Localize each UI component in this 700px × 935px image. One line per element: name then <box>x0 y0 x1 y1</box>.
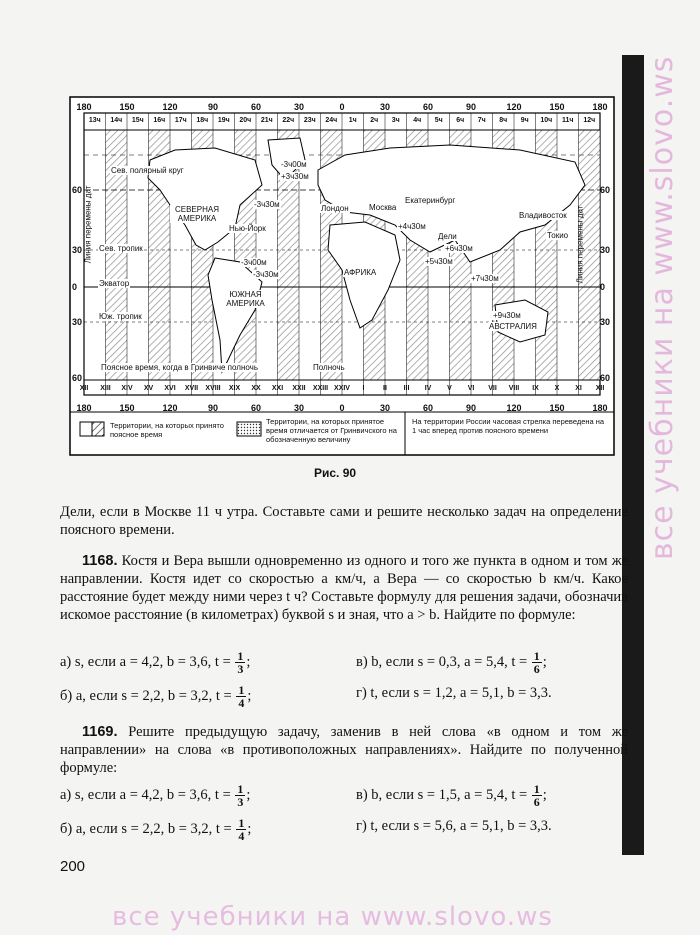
label-moscow: Москва <box>369 203 397 212</box>
legend-item-russia: На территории России часовая стрелка переведена на 1 час вперед против поясного времени <box>412 417 605 435</box>
longitude-top-label: 120 <box>162 102 178 112</box>
longitude-bottom-label: 150 <box>119 403 135 413</box>
fraction <box>235 650 245 675</box>
label-africa: АФРИКА <box>344 268 377 277</box>
hour-label: 2ч <box>370 117 379 124</box>
zone-number: XVIII <box>205 385 221 392</box>
zone-number: XI <box>575 385 582 392</box>
lat-right-0: 0 <box>600 282 606 292</box>
label-offset-7: +5ч30м <box>425 257 453 266</box>
label-offset-9: +7ч30м <box>471 274 499 283</box>
zone-number: X <box>554 385 560 392</box>
label-offset-4: -3ч00м <box>241 258 267 267</box>
problem-1168-a: а) s, если a = 4,2, b = 3,6, t = $\frac{1}{3}$ ; <box>60 649 251 676</box>
hour-label: 7ч <box>477 117 486 124</box>
lat-left-30s: 30 <box>72 317 83 327</box>
zone-number: XVII <box>184 385 199 392</box>
fraction-numerator: 1 <box>533 782 540 796</box>
hour-label: 1ч <box>348 117 357 124</box>
zone-number: XXII <box>292 385 306 392</box>
longitude-top-label: 180 <box>592 102 608 112</box>
zone-number: II <box>383 385 387 392</box>
zone-number: XII <box>79 385 89 392</box>
longitude-top-label: 150 <box>119 102 135 112</box>
problem-1169-g: г) t, если s = 5,6, a = 5,1, b = 3,3. <box>356 818 552 834</box>
lat-right-60s: 60 <box>600 373 611 383</box>
longitude-top-label: 30 <box>379 102 391 112</box>
problem-1168-v-text: в) b, если s = 0,3, a = 5,4, t = <box>356 653 528 670</box>
zone-number: XII <box>595 385 605 392</box>
label-offset-5: -3ч30м <box>253 270 279 279</box>
hour-label: 24ч <box>325 117 338 124</box>
label-date-line-left: Линия перемены дат <box>83 185 93 264</box>
fraction <box>235 783 245 808</box>
fraction-numerator: 1 <box>238 816 245 830</box>
zone-number: XX <box>251 385 261 392</box>
hour-label: 22ч <box>282 117 295 124</box>
label-date-line-right: Линия перемены дат <box>575 205 585 284</box>
longitude-bottom-label: 30 <box>379 403 391 413</box>
label-midnight: Полночь <box>313 363 345 372</box>
legend-item-zone-time: Территории, на которых принято поясное время <box>110 421 224 439</box>
label-australia: АВСТРАЛИЯ <box>489 322 537 331</box>
longitude-bottom-label: 60 <box>250 403 262 413</box>
problem-1169-v-text: в) b, если s = 1,5, a = 5,4, t = <box>356 786 528 803</box>
zone-number: III <box>403 385 410 392</box>
hour-label: 4ч <box>413 117 422 124</box>
longitude-top-label: 90 <box>465 102 477 112</box>
problem-1169-b-text: б) a, если s = 2,2, b = 3,2, t = <box>60 820 232 837</box>
watermark-horizontal: все учебники на www.slovo.ws <box>112 902 553 932</box>
label-tropic-south: Юж. тропик <box>99 312 142 321</box>
lat-right-30n: 30 <box>600 245 611 255</box>
problem-1169-v: в) b, если s = 1,5, a = 5,4, t = $\frac{1}{6}$ ; <box>356 782 547 809</box>
zone-number: XIX <box>228 385 241 392</box>
label-offset-3: -3ч30м <box>254 200 280 209</box>
longitude-bottom-label: 60 <box>422 403 434 413</box>
zone-number: XXIV <box>334 385 350 392</box>
problem-1168-v: в) b, если s = 0,3, a = 5,4, t = $\frac{1}{6}$ ; <box>356 649 547 676</box>
problem-1169-number: 1169. <box>82 724 118 740</box>
label-south-america: ЮЖНАЯ АМЕРИКА <box>222 290 269 308</box>
fraction-denominator: 3 <box>237 795 244 809</box>
longitude-top-label: 180 <box>76 102 92 112</box>
page-number: 200 <box>60 858 86 875</box>
hour-label: 17ч <box>174 117 187 124</box>
fraction-denominator: 3 <box>237 662 244 676</box>
fraction-denominator: 6 <box>533 662 540 676</box>
longitude-bottom-label: 30 <box>293 403 305 413</box>
lat-right-60n: 60 <box>600 185 611 195</box>
zone-number: VII <box>488 385 497 392</box>
zone-number: IV <box>424 385 432 392</box>
label-tokyo: Токио <box>547 231 569 240</box>
longitude-top-label: 120 <box>506 102 522 112</box>
longitude-top-label: 90 <box>207 102 219 112</box>
legend-item-offset-time: Территории, на которых принятое время отличается от Гринвичского на обозначенную величину <box>266 417 397 444</box>
zone-number: VIII <box>508 385 520 392</box>
problem-1169-a: а) s, если a = 4,2, b = 3,6, t = $\frac{1}{3}$ ; <box>60 782 251 809</box>
hour-label: 8ч <box>499 117 508 124</box>
label-arctic-circle: Сев. полярный круг <box>111 166 184 175</box>
zone-number: V <box>447 385 452 392</box>
watermark-vertical: все учебники на www.slovo.ws <box>645 55 680 560</box>
longitude-bottom-label: 120 <box>162 403 178 413</box>
hour-label: 15ч <box>131 117 144 124</box>
hour-label: 12ч <box>583 117 596 124</box>
hour-label: 14ч <box>110 117 123 124</box>
hour-label: 21ч <box>260 117 273 124</box>
problem-1168-g: г) t, если s = 1,2, a = 5,1, b = 3,3. <box>356 685 552 701</box>
fraction <box>532 650 542 675</box>
longitude-top-label: 60 <box>250 102 262 112</box>
problem-1169-b: б) a, если s = 2,2, b = 3,2, t = $\frac{1}{4}$ ; <box>60 816 252 843</box>
fraction <box>236 817 246 842</box>
fraction-denominator: 6 <box>533 795 540 809</box>
fraction-numerator: 1 <box>237 649 244 663</box>
label-vladivostok: Владивосток <box>519 211 567 220</box>
longitude-bottom-label: 150 <box>549 403 565 413</box>
zone-number: XXI <box>271 385 284 392</box>
label-offset-8: +6ч30м <box>445 244 473 253</box>
fraction-numerator: 1 <box>238 683 245 697</box>
zone-number: I <box>362 385 365 392</box>
problem-1169 <box>60 723 628 777</box>
lat-left-0: 0 <box>72 282 78 292</box>
lat-left-30n: 30 <box>72 245 83 255</box>
label-equator: Экватор <box>99 279 130 288</box>
hour-label: 19ч <box>217 117 230 124</box>
lat-right-30s: 30 <box>600 317 611 327</box>
label-offset-1: -3ч00м <box>281 160 307 169</box>
longitude-bottom-label: 90 <box>465 403 477 413</box>
label-new-york: Нью-Йорк <box>229 224 266 233</box>
label-offset-6: +4ч30м <box>398 222 426 231</box>
label-offset-2: +3ч30м <box>281 172 309 181</box>
problem-1168-a-text: а) s, если a = 4,2, b = 3,6, t = <box>60 653 231 670</box>
fraction-numerator: 1 <box>533 649 540 663</box>
fraction-denominator: 4 <box>238 829 245 843</box>
fraction <box>532 783 542 808</box>
longitude-bottom-label: 90 <box>207 403 219 413</box>
zone-number: XIV <box>121 385 133 392</box>
problem-1169-text: Решите предыдущую задачу, заменив в ней слова «в одном и том же направлении» на слова «в противоположных направлениях». Найдите по полученной формуле: <box>60 724 628 776</box>
fraction-denominator: 4 <box>238 696 245 710</box>
label-london: Лондон <box>321 204 349 213</box>
hour-label: 9ч <box>520 117 529 124</box>
label-greenwich-time: Поясное время, когда в Гринвиче полночь <box>101 363 258 372</box>
figure-caption: Рис. 90 <box>314 466 357 480</box>
problem-1168 <box>60 552 628 624</box>
hour-label: 13ч <box>88 117 101 124</box>
hour-label: 20ч <box>239 117 252 124</box>
fraction-numerator: 1 <box>237 782 244 796</box>
zone-number: XVI <box>164 385 176 392</box>
zone-number: VI <box>467 385 475 392</box>
longitude-top-label: 0 <box>339 102 345 112</box>
label-delhi: Дели <box>438 232 457 241</box>
hour-label: 10ч <box>540 117 553 124</box>
problem-1168-b: б) a, если s = 2,2, b = 3,2, t = $\frac{1}{4}$ ; <box>60 683 252 710</box>
label-offset-10: +9ч30м <box>493 311 521 320</box>
longitude-bottom-label: 120 <box>506 403 522 413</box>
zone-number: XV <box>143 385 154 392</box>
hour-label: 6ч <box>456 117 465 124</box>
longitude-bottom-label: 0 <box>339 403 345 413</box>
hour-label: 23ч <box>303 117 316 124</box>
longitude-top-label: 150 <box>549 102 565 112</box>
legend-swatch-offset <box>237 422 261 436</box>
problem-1168-number: 1168. <box>82 553 118 569</box>
longitude-bottom-label: 180 <box>76 403 92 413</box>
zone-number: IX <box>532 385 539 392</box>
longitude-top-label: 60 <box>422 102 434 112</box>
longitude-bottom-label: 180 <box>592 403 608 413</box>
hour-label: 16ч <box>153 117 166 124</box>
zone-number: XXIII <box>312 385 329 392</box>
longitude-top-label: 30 <box>293 102 305 112</box>
continuation-paragraph: Дели, если в Москве 11 ч утра. Составьте сами и решите несколько задач на определение поясного времени. <box>60 504 628 538</box>
problem-1168-text: Костя и Вера вышли одновременно из одного и того же пункта в одном и том же направлении. Костя идет со скоростью a км/ч, а Вера — со скоростью b км/ч. Какое расстояние будет между ними через t ч? Составьте формулу для решения задачи, обозначив искомое расстояние (в километрах) буквой s и зная, что a > b. Найдите по формуле: <box>60 553 628 623</box>
label-yekaterinburg: Екатеринбург <box>405 196 456 205</box>
hour-label: 11ч <box>562 117 574 124</box>
hour-label: 3ч <box>391 117 400 124</box>
label-north-america: СЕВЕРНАЯ АМЕРИКА <box>170 205 224 223</box>
fraction <box>236 684 246 709</box>
problem-1168-b-text: б) a, если s = 2,2, b = 3,2, t = <box>60 687 232 704</box>
problem-1169-a-text: а) s, если a = 4,2, b = 3,6, t = <box>60 786 231 803</box>
hour-label: 5ч <box>434 117 443 124</box>
zone-number: XIII <box>100 385 111 392</box>
lat-left-60s: 60 <box>72 373 83 383</box>
hour-label: 18ч <box>196 117 209 124</box>
lat-left-60n: 60 <box>72 185 83 195</box>
label-tropic-north: Сев. тропик <box>99 244 143 253</box>
